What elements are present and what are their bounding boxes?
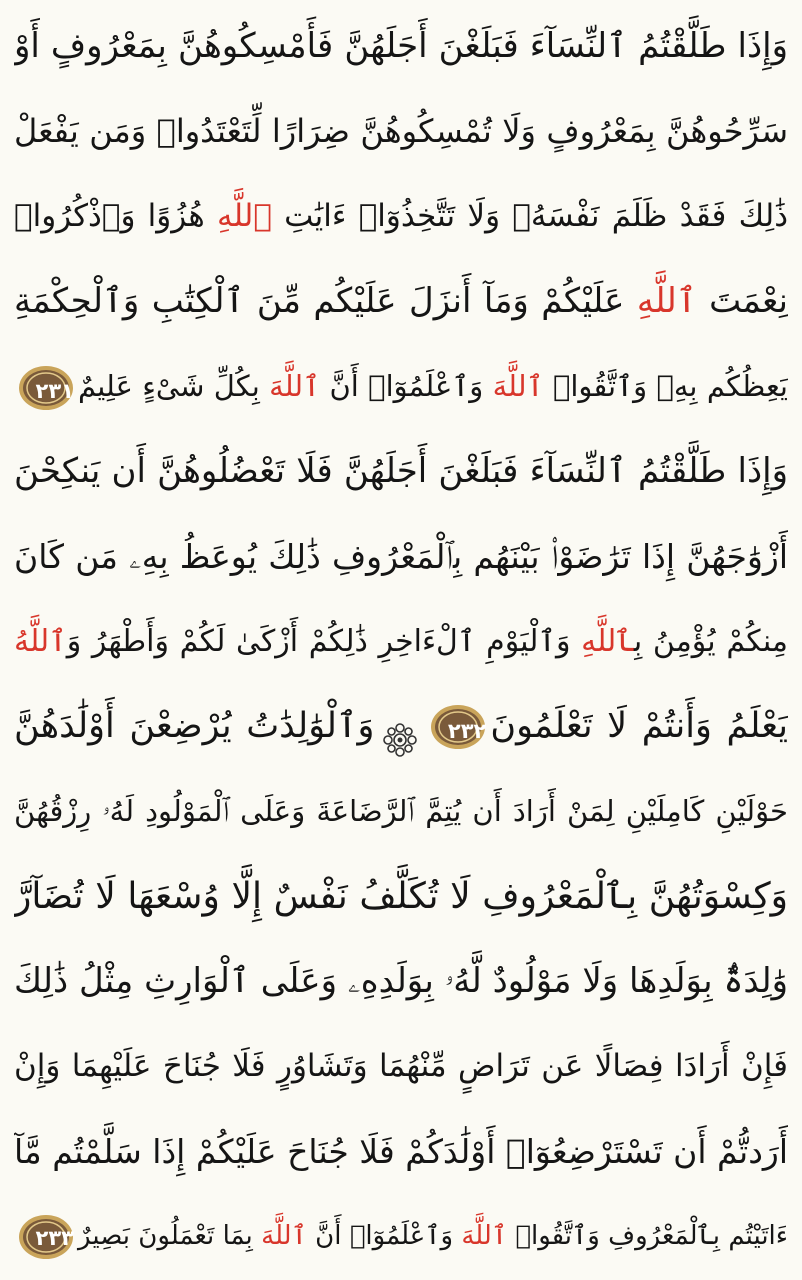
verse-line <box>14 514 788 599</box>
divine-name: ٱللَّهِ <box>216 198 272 234</box>
verse-text: وَٱعْلَمُوٓا۟ أَنَّ <box>320 369 493 403</box>
verse-text: وَٱلْوَٰلِدَٰتُ يُرْضِعْنَ أَوْلَٰدَهُنَّ <box>14 706 375 746</box>
verse-text: حَوْلَيْنِ كَامِلَيْنِ لِمَنْ أَرَادَ أَن يُتِمَّ ٱلرَّضَاعَةَ وَعَلَى ٱلْمَوْلُودِ لَهُۥ رِزْقُهُنَّ <box>14 794 788 828</box>
verse-text: يَعْلَمُ وَأَنتُمْ لَا تَعْلَمُونَ <box>490 706 788 746</box>
verse-line <box>14 4 788 89</box>
verse-text: وَإِذَا طَلَّقْتُمُ ٱلنِّسَآءَ فَبَلَغْنَ أَجَلَهُنَّ فَأَمْسِكُوهُنَّ بِمَعْرُوفٍ أَوْ <box>14 26 788 66</box>
verse-line <box>14 769 788 854</box>
verse-text: مِنكُمْ يُؤْمِنُ بِ <box>633 624 788 659</box>
verse-text: وَكِسْوَتُهُنَّ بِٱلْمَعْرُوفِ لَا تُكَلَّفُ نَفْسٌ إِلَّا وُسْعَهَا لَا تُضَآرَّ <box>14 876 788 917</box>
verse-line <box>14 939 788 1024</box>
verse-text: فَإِنْ أَرَادَا فِصَالًا عَن تَرَاضٍ مِّنْهُمَا وَتَشَاوُرٍ فَلَا جُنَاحَ عَلَيْهِمَا وَإِنْ <box>14 1048 788 1084</box>
verse-text: سَرِّحُوهُنَّ بِمَعْرُوفٍ وَلَا تُمْسِكُوهُنَّ ضِرَارًا لِّتَعْتَدُوا۟ وَمَن يَفْعَلْ <box>14 112 788 150</box>
ayah-number-marker: ٢٣١ <box>18 364 74 412</box>
verse-line <box>14 1024 788 1109</box>
divine-name: ٱللَّهَ <box>269 369 321 403</box>
divine-name: ٱللَّهَ <box>461 1221 508 1251</box>
verse-text: ءَاتَيْتُم بِٱلْمَعْرُوفِ وَٱتَّقُوا۟ <box>507 1221 788 1251</box>
verse-text: وَٱلْيَوْمِ ٱلْءَاخِرِ ذَٰلِكُمْ أَزْكَىٰ لَكُمْ وَأَطْهَرُ وَ <box>66 624 582 659</box>
verse-text: أَزْوَٰجَهُنَّ إِذَا تَرَٰضَوْا۟ بَيْنَهُم بِٱلْمَعْرُوفِ ذَٰلِكَ يُوعَظُ بِهِۦ مَن كَانَ <box>14 537 788 576</box>
verse-text: ذَٰلِكَ فَقَدْ ظَلَمَ نَفْسَهُۥ وَلَا تَتَّخِذُوٓا۟ ءَايَٰتِ <box>271 198 788 234</box>
hizb-marker-icon <box>380 707 420 747</box>
verse-text: هُزُوًا وَٱذْكُرُوا۟ <box>14 198 217 234</box>
verse-line <box>14 854 788 939</box>
verse-text: عَلَيْكُمْ وَمَآ أَنزَلَ عَلَيْكُم مِّنَ ٱلْكِتَٰبِ وَٱلْحِكْمَةِ <box>14 281 637 321</box>
divine-name: ٱللَّهُ <box>14 624 67 659</box>
verse-line <box>14 684 788 769</box>
verse-text: بِكُلِّ شَىْءٍ عَلِيمٌ <box>78 369 270 403</box>
verse-text: بِمَا تَعْمَلُونَ بَصِيرٌ <box>78 1221 262 1251</box>
verse-line <box>14 259 788 344</box>
divine-name: ٱللَّهِ <box>636 281 697 321</box>
verse-text: وَٰلِدَةٌۢ بِوَلَدِهَا وَلَا مَوْلُودٌ لَّهُۥ بِوَلَدِهِۦ وَعَلَى ٱلْوَارِثِ مِثْلُ ذَٰلِكَ <box>14 961 788 1001</box>
verse-line <box>14 599 788 684</box>
verse-line <box>14 1194 788 1279</box>
verse-text: نِعْمَتَ <box>696 281 788 321</box>
ayah-number-marker: ٢٣٢ <box>430 703 486 751</box>
verse-line <box>14 344 788 429</box>
verse-line <box>14 174 788 259</box>
verse-text: أَرَدتُّمْ أَن تَسْتَرْضِعُوٓا۟ أَوْلَٰدَكُمْ فَلَا جُنَاحَ عَلَيْكُمْ إِذَا سَلَّمْتُم مَّآ <box>14 1132 788 1171</box>
verse-line <box>14 89 788 174</box>
divine-name: ٱللَّهِ <box>581 624 634 659</box>
verse-line <box>14 1109 788 1194</box>
ayah-number-marker: ٢٣٣ <box>18 1213 74 1261</box>
verse-text: يَعِظُكُم بِهِۦ وَٱتَّقُوا۟ <box>543 369 788 403</box>
divine-name: ٱللَّهَ <box>261 1221 307 1251</box>
verse-text: وَٱعْلَمُوٓا۟ أَنَّ <box>306 1221 462 1251</box>
divine-name: ٱللَّهَ <box>492 369 544 403</box>
verse-line <box>14 429 788 514</box>
verse-text: وَإِذَا طَلَّقْتُمُ ٱلنِّسَآءَ فَبَلَغْنَ أَجَلَهُنَّ فَلَا تَعْضُلُوهُنَّ أَن يَنكِحْنَ <box>14 451 788 491</box>
